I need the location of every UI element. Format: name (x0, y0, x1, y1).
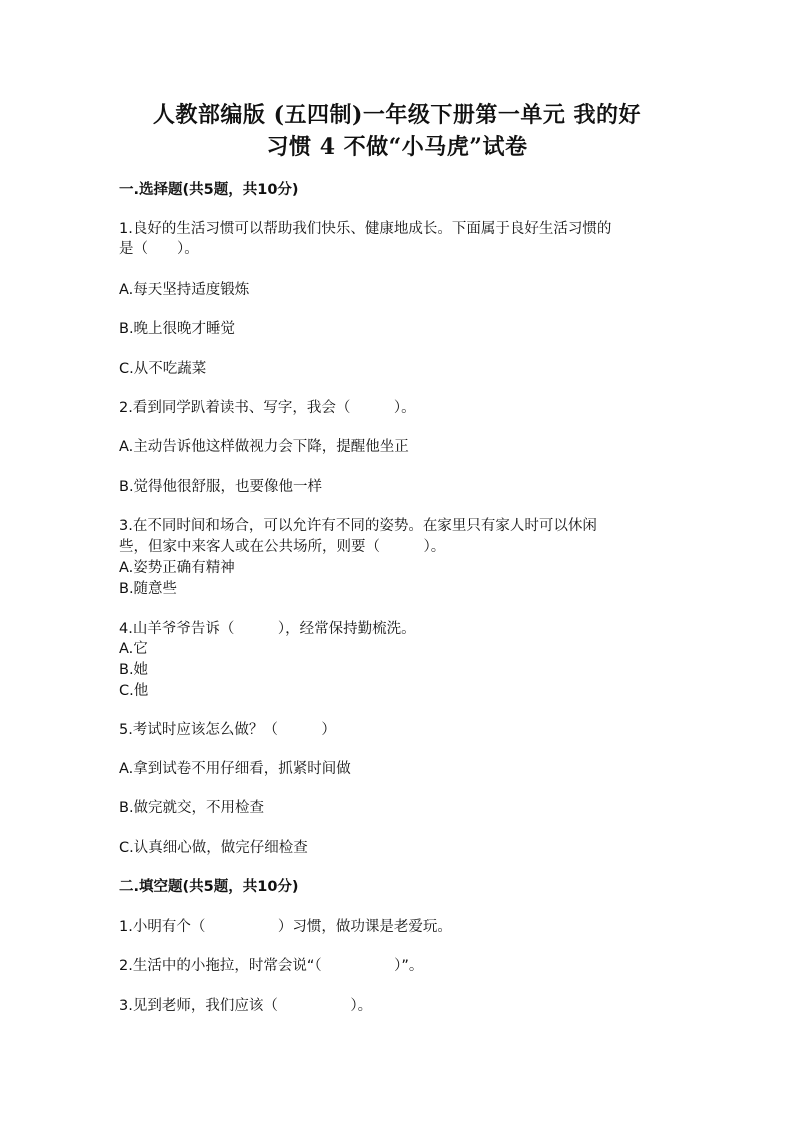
question-5-option-c: C.认真细心做，做完仔细检查 (119, 840, 308, 856)
question-1-stem: 1.良好的生活习惯可以帮助我们快乐、健康地成长。下面属于良好生活习惯的 (119, 221, 612, 237)
question-1-stem-cont: 是（ ）。 (119, 241, 199, 257)
question-5-option-a: A.拿到试卷不用仔细看，抓紧时间做 (119, 761, 351, 777)
fill-question-1: 1.小明有个（ ）习惯，做功课是老爱玩。 (119, 919, 452, 935)
question-1-option-c: C.从不吃蔬菜 (119, 361, 207, 377)
exam-title-line-2: 习惯 4 不做“小马虎”试卷 (266, 134, 528, 160)
question-3-stem-cont: 些，但家中来客人或在公共场所，则要（ ）。 (119, 539, 446, 555)
exam-title-line-1: 人教部编版 (五四制)一年级下册第一单元 我的好 (152, 102, 642, 128)
question-5-option-b: B.做完就交，不用检查 (119, 800, 265, 816)
question-4-stem: 4.山羊爷爷告诉（ ），经常保持勤梳洗。 (119, 621, 416, 637)
question-2-stem: 2.看到同学趴着读书、写字，我会（ ）。 (119, 400, 416, 416)
question-2-option-a: A.主动告诉他这样做视力会下降，提醒他坐正 (119, 439, 409, 455)
question-3-option-b: B.随意些 (119, 581, 178, 597)
question-4-option-b: B.她 (119, 662, 149, 678)
question-4-option-c: C.他 (119, 683, 149, 699)
fill-question-2: 2.生活中的小拖拉，时常会说“（ ）”。 (119, 958, 424, 974)
question-5-stem: 5.考试时应该怎么做？（ ） (119, 722, 336, 738)
question-1-option-b: B.晚上很晚才睡觉 (119, 321, 236, 337)
question-3-option-a: A.姿势正确有精神 (119, 560, 235, 576)
fill-question-3: 3.见到老师，我们应该（ ）。 (119, 998, 373, 1014)
question-2-option-b: B.觉得他很舒服，也要像他一样 (119, 479, 323, 495)
section-heading-choice: 一.选择题(共5题，共10分) (119, 182, 299, 198)
section-heading-fill-blank: 二.填空题(共5题，共10分) (119, 879, 299, 895)
question-1-option-a: A.每天坚持适度锻炼 (119, 282, 250, 298)
question-4-option-a: A.它 (119, 641, 148, 657)
question-3-stem: 3.在不同时间和场合，可以允许有不同的姿势。在家里只有家人时可以休闲 (119, 518, 597, 534)
